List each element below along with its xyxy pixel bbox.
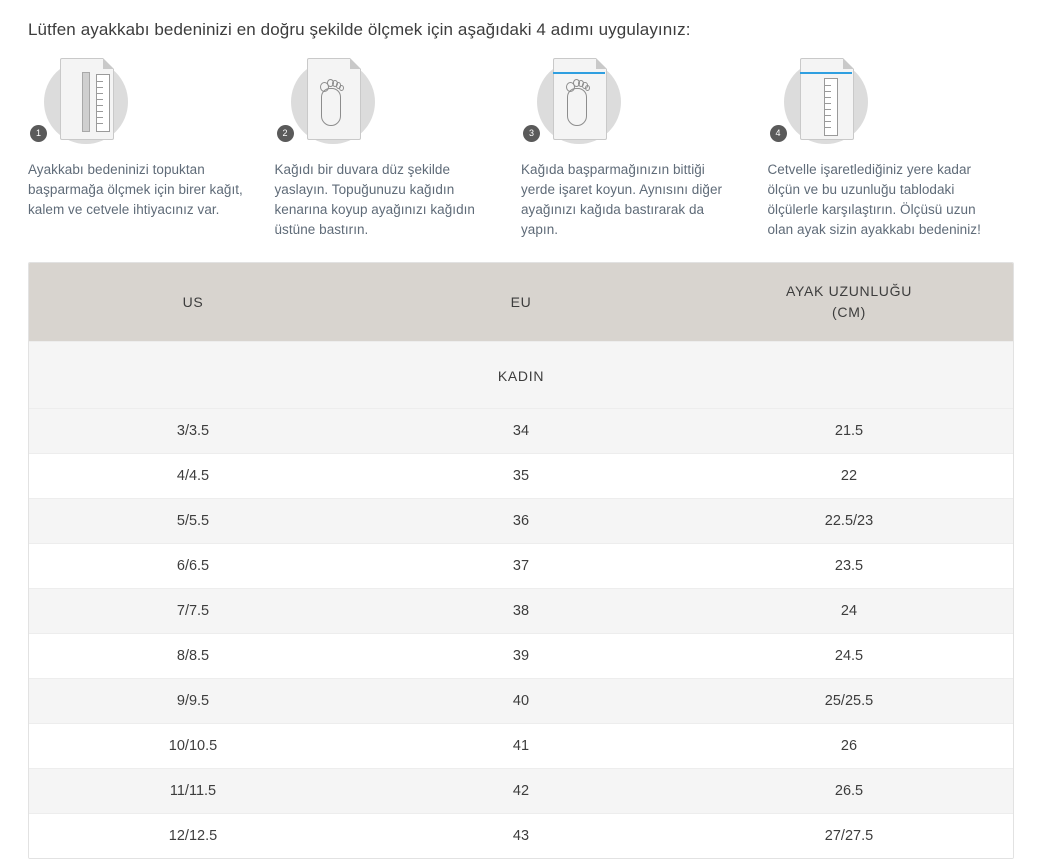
table-row [29, 499, 1013, 544]
step-number-badge: 3 [523, 125, 540, 142]
ruler-icon [96, 74, 110, 132]
cell-eu: 41 [357, 724, 685, 769]
step-item-4 [768, 58, 1015, 240]
cell-us: 8/8.5 [29, 634, 357, 679]
column-header-foot-length [685, 263, 1013, 342]
table-title-row [29, 342, 1013, 409]
column-header-us: US [29, 263, 357, 342]
cell-us: 5/5.5 [29, 499, 357, 544]
page-title: Lütfen ayakkabı bedeninizi en doğru şekilde ölçmek için aşağıdaki 4 adımı uygulayınız: [28, 20, 691, 39]
cell-us: 4/4.5 [29, 454, 357, 499]
table-row [29, 589, 1013, 634]
step-item-2 [275, 58, 522, 240]
foot-icon [317, 78, 343, 124]
cell-cm: 25/25.5 [685, 679, 1013, 724]
step-number-badge: 1 [30, 125, 47, 142]
cell-cm: 24.5 [685, 634, 1013, 679]
cell-cm: 24 [685, 589, 1013, 634]
step-item-1 [28, 58, 275, 240]
step-description: Ayakkabı bedeninizi topuktan başparmağa ölçmek için birer kağıt, kalem ve cetvele ihtiyacınız var. [28, 162, 243, 217]
table-body [29, 409, 1013, 859]
cell-eu: 34 [357, 409, 685, 454]
column-header-eu: EU [357, 263, 685, 342]
table-row [29, 814, 1013, 859]
cell-cm: 22.5/23 [685, 499, 1013, 544]
cell-eu: 37 [357, 544, 685, 589]
cell-eu: 43 [357, 814, 685, 859]
cell-eu: 42 [357, 769, 685, 814]
cell-us: 6/6.5 [29, 544, 357, 589]
table-row [29, 409, 1013, 454]
cell-us: 3/3.5 [29, 409, 357, 454]
table-title: KADIN [29, 342, 1013, 409]
table-row [29, 679, 1013, 724]
table-header-row [29, 263, 1013, 342]
pencil-icon [82, 72, 90, 132]
table-row [29, 724, 1013, 769]
cell-us: 10/10.5 [29, 724, 357, 769]
cell-eu: 35 [357, 454, 685, 499]
cell-us: 9/9.5 [29, 679, 357, 724]
size-table-container [28, 262, 1014, 859]
cell-cm: 27/27.5 [685, 814, 1013, 859]
step-illustration-2 [277, 58, 397, 146]
cell-eu: 40 [357, 679, 685, 724]
cell-us: 12/12.5 [29, 814, 357, 859]
step-description: Kağıdı bir duvara düz şekilde yaslayın. Topuğunuzu kağıdın kenarına koyup ayağınızı kağıdın üstüne bastırın. [274, 162, 475, 237]
table-row [29, 769, 1013, 814]
cell-cm: 26.5 [685, 769, 1013, 814]
column-header-foot-length-line2: (CM) [832, 304, 866, 320]
step-description: Cetvelle işaretlediğiniz yere kadar ölçün ve bu uzunluğu tablodaki ölçülerle karşılaştırın. Ölçüsü uzun olan ayak sizin ayakkabı bedeniniz! [767, 162, 981, 237]
step-illustration-1 [30, 58, 150, 146]
measure-line-icon [553, 72, 605, 74]
cell-cm: 22 [685, 454, 1013, 499]
steps-list [28, 58, 1014, 240]
ruler-icon [824, 78, 838, 136]
cell-cm: 23.5 [685, 544, 1013, 589]
step-illustration-3 [523, 58, 643, 146]
step-item-3 [521, 58, 768, 240]
table-row [29, 634, 1013, 679]
step-illustration-4 [770, 58, 890, 146]
column-header-foot-length-line1: AYAK UZUNLUĞU [785, 283, 913, 299]
step-number-badge: 2 [277, 125, 294, 142]
measure-line-icon [800, 72, 852, 74]
cell-eu: 39 [357, 634, 685, 679]
step-description: Kağıda başparmağınızın bittiği yerde işaret koyun. Aynısını diğer ayağınızı kağıda bastırarak da yapın. [521, 162, 723, 237]
foot-icon [563, 78, 589, 124]
step-number-badge: 4 [770, 125, 787, 142]
cell-us: 11/11.5 [29, 769, 357, 814]
cell-cm: 21.5 [685, 409, 1013, 454]
cell-cm: 26 [685, 724, 1013, 769]
cell-us: 7/7.5 [29, 589, 357, 634]
size-table [29, 263, 1013, 858]
cell-eu: 36 [357, 499, 685, 544]
cell-eu: 38 [357, 589, 685, 634]
table-row [29, 454, 1013, 499]
table-row [29, 544, 1013, 589]
